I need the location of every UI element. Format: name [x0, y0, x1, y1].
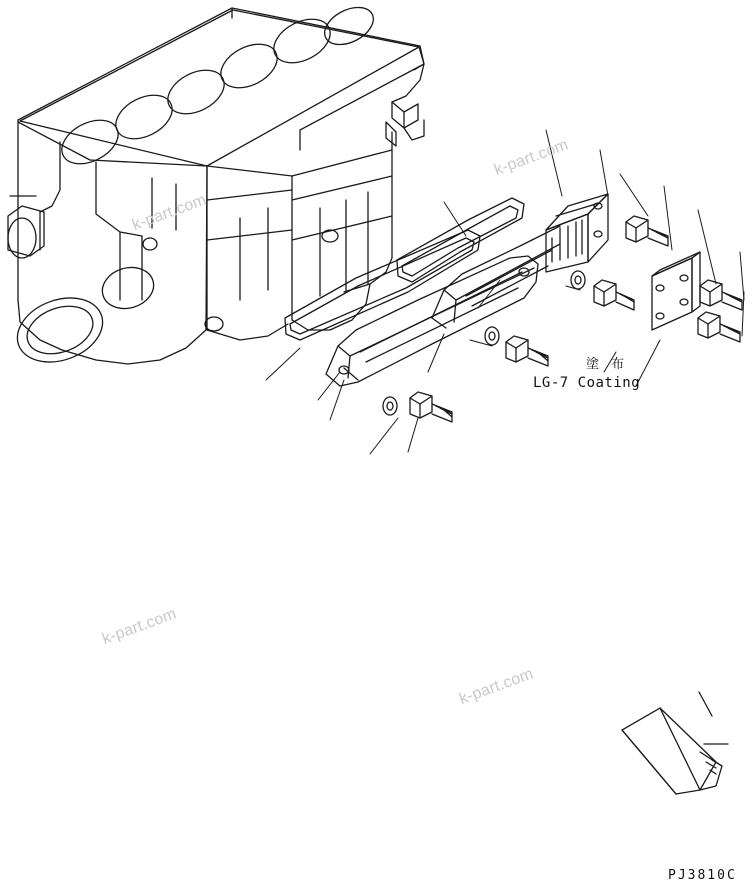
- bolt-1: [410, 392, 452, 422]
- watermark: k-part.com: [130, 191, 209, 234]
- washer-2: [485, 327, 499, 345]
- tool: [622, 692, 728, 794]
- coating-note-japanese: 塗 布: [586, 357, 629, 372]
- watermark: k-part.com: [457, 665, 536, 708]
- drawing-code: PJ3810C: [668, 868, 737, 883]
- plate: [652, 252, 700, 330]
- bolt-3: [594, 280, 634, 310]
- bolt-2: [506, 336, 548, 366]
- watermark: k-part.com: [492, 136, 571, 179]
- cylinder-block: [8, 0, 424, 373]
- bolt-6: [698, 312, 740, 342]
- washer-3: [571, 271, 585, 289]
- bolt-5: [700, 280, 742, 310]
- bolt-4: [626, 216, 668, 246]
- coating-note-english: LG-7 Coating: [533, 375, 641, 391]
- leader-lines: [266, 130, 744, 454]
- watermark: k-part.com: [100, 605, 179, 648]
- bracket-block: [546, 194, 608, 272]
- side-cover-front: [326, 256, 538, 386]
- washer-1: [383, 397, 397, 415]
